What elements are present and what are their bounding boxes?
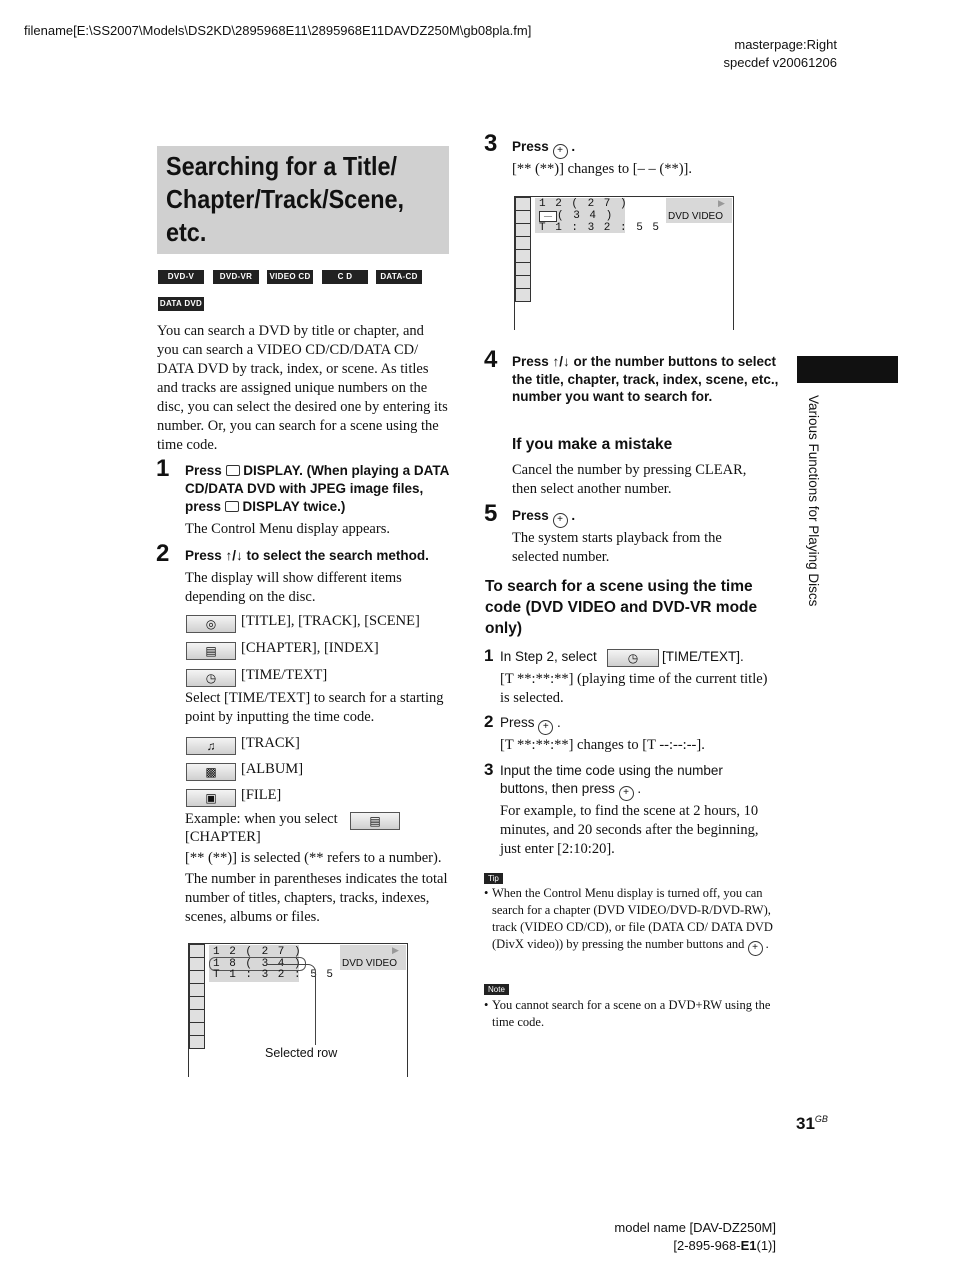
sub-step-number: 1 — [484, 646, 494, 665]
page-suffix: GB — [814, 1114, 828, 1124]
section-tab-marker — [797, 356, 898, 383]
timecode-step2-heading: Press + . — [500, 714, 561, 735]
part-bold: E1 — [740, 1238, 757, 1253]
chapter-clapper-icon: ▤ — [186, 642, 236, 660]
enter-button-icon: + — [538, 720, 553, 735]
badge-video-cd: VIDEO CD — [267, 270, 313, 284]
tip-text: When the Control Menu display is turned off, you can search for a chapter (DVD VIDEO/DVD-R/DVD-RW), track (VIDEO CD/CD), or file (DATA CD/ DATA DVD (DivX video)) by pressing the number buttons and + . — [492, 885, 777, 956]
control-menu-screen — [188, 943, 408, 1077]
title-line: etc. — [166, 217, 207, 247]
step1-text: DISPLAY. (When playing a DATA CD/DATA DVD with JPEG image files, press — [185, 463, 449, 514]
example-text: [CHAPTER] — [185, 829, 261, 845]
screen-row: ( 3 4 ) — [557, 210, 614, 222]
menu-item-label: [TIME/TEXT] — [241, 667, 328, 683]
title-disc-icon: ◎ — [186, 615, 236, 633]
file-icon: ▣ — [186, 789, 236, 807]
step3-description: [** (**)] changes to [– – (**)]. — [512, 161, 692, 177]
mistake-description: Cancel the number by pressing CLEAR, then select another number. — [512, 462, 747, 497]
callout-line — [267, 964, 316, 1045]
step1-text: Press — [185, 463, 226, 478]
enter-button-icon: + — [619, 786, 634, 801]
step5-text: Press — [512, 508, 549, 523]
mistake-heading: If you make a mistake — [512, 436, 673, 453]
step-number: 4 — [484, 346, 498, 373]
menu-icon-column — [189, 944, 205, 1049]
note-label: Note — [484, 984, 509, 995]
menu-item-label: [FILE] — [241, 787, 282, 803]
screen-row: 1 2 ( 2 7 ) — [539, 198, 629, 210]
menu-item-label: [TRACK] — [241, 735, 300, 751]
play-arrow-icon: ▶ — [718, 198, 725, 208]
bullet: • — [484, 886, 489, 900]
masterpage-header — [724, 36, 837, 72]
timecode-step3-text: Input the time code using the number buttons, then press — [500, 763, 723, 796]
timecode-heading: To search for a scene using the time code (DVD VIDEO and DVD-VR mode only) — [485, 578, 758, 637]
step4-heading: Press ↑/↓ or the number buttons to select the title, chapter, track, index, scene, etc., number you want to search for. — [512, 354, 779, 404]
time-text-description: Select [TIME/TEXT] to search for a starting point by inputting the time code. — [185, 690, 444, 725]
menu-item-label: [CHAPTER], [INDEX] — [241, 640, 379, 656]
page-number — [796, 1114, 828, 1134]
step-number: 3 — [484, 130, 498, 157]
step2-heading: Press ↑/↓ to select the search method. — [185, 548, 429, 563]
track-note-icon: ♫ — [186, 737, 236, 755]
disc-type-label: DVD VIDEO — [342, 958, 398, 969]
enter-button-icon: + — [748, 941, 763, 956]
blank-entry-field: –– — [539, 211, 557, 222]
step1-heading — [185, 462, 455, 516]
step-number: 5 — [484, 500, 498, 527]
time-clock-icon: ◷ — [607, 649, 659, 667]
timecode-step1-desc: [T **:**:**] (playing time of the current title) is selected. — [500, 671, 768, 706]
timecode-step2-desc: [T **:**:**] changes to [T --:--:--]. — [500, 737, 705, 753]
menu-icon-column — [515, 197, 531, 302]
part-suffix: (1)] — [756, 1238, 776, 1253]
badge-cd: C D — [322, 270, 368, 284]
enter-button-icon: + — [553, 513, 568, 528]
timecode-step2-text: Press — [500, 715, 535, 730]
step-number: 1 — [156, 455, 170, 482]
timecode-step3-desc: For example, to find the scene at 2 hours, 10 minutes, and 20 seconds after the beginning, just enter [2:10:20]. — [500, 803, 759, 857]
model-name: model name [DAV-DZ250M] — [614, 1220, 776, 1235]
chapter-clapper-icon: ▤ — [350, 812, 400, 830]
time-clock-icon: ◷ — [186, 669, 236, 687]
badge-data-cd: DATA-CD — [376, 270, 422, 284]
screen-row: T 1 : 3 2 : 5 5 — [213, 969, 335, 981]
selected-screen-row: 1 8 ( 3 4 ) — [209, 957, 306, 971]
control-menu-screen — [514, 196, 734, 330]
badge-dvd-v: DVD-V — [158, 270, 204, 284]
sub-step-number: 3 — [484, 760, 494, 779]
badge-dvd-vr: DVD-VR — [213, 270, 259, 284]
callout-caption: Selected row — [265, 1046, 338, 1060]
bullet: • — [484, 998, 489, 1012]
badge-data-dvd: DATA DVD — [158, 297, 204, 311]
page-title-box — [157, 146, 449, 254]
sub-step-number: 2 — [484, 712, 494, 731]
menu-item-label: [TITLE], [TRACK], [SCENE] — [241, 613, 420, 629]
specdef-label: specdef v20061206 — [723, 55, 837, 70]
screen-row: T 1 : 3 2 : 5 5 — [539, 222, 661, 234]
timecode-step1-text: [TIME/TEXT]. — [662, 649, 744, 664]
footer-model — [614, 1219, 776, 1255]
step-number: 2 — [156, 540, 170, 567]
parentheses-description: The number in parentheses indicates the total number of titles, chapters, tracks, indexes, scenes, albums or files. — [185, 871, 448, 925]
part-prefix: [2-895-968- — [673, 1238, 741, 1253]
selected-description: [** (**)] is selected (** refers to a number). — [185, 850, 442, 866]
play-arrow-icon: ▶ — [392, 945, 399, 955]
screen-row: 1 2 ( 2 7 ) — [213, 946, 303, 958]
step1-text: DISPLAY twice.) — [238, 499, 346, 514]
page-number-value: 31 — [796, 1114, 815, 1133]
step3-text: Press — [512, 139, 549, 154]
tip-body: When the Control Menu display is turned off, you can search for a chapter (DVD VIDEO/DVD-R/DVD-RW), track (VIDEO CD/CD), or file (DATA CD/ DATA DVD (DivX video)) by pressing the number buttons and — [492, 886, 773, 951]
title-line: Searching for a Title/ — [166, 151, 398, 181]
part-number — [614, 1237, 776, 1255]
step3-heading: Press + . — [512, 138, 575, 159]
display-button-icon — [225, 501, 239, 512]
step2-description: The display will show different items depending on the disc. — [185, 570, 402, 605]
filename-header: filename[E:\SS2007\Models\DS2KD\2895968E11\2895968E11DAVDZ250M\gb08pla.fm] — [24, 23, 532, 38]
title-line: Chapter/Track/Scene, — [166, 184, 405, 214]
masterpage-label: masterpage:Right — [734, 37, 837, 52]
menu-item-label: [ALBUM] — [241, 761, 304, 777]
section-side-tab: Various Functions for Playing Discs — [806, 395, 821, 607]
note-text: You cannot search for a scene on a DVD+RW using the time code. — [492, 998, 771, 1029]
example-text: Example: when you select — [185, 811, 338, 827]
intro-paragraph: You can search a DVD by title or chapter, and you can search a VIDEO CD/CD/DATA CD/ DATA DVD by track, index, or scene. As titles and tracks are assigned unique numbers on the disc, you can select the desired one by entering its number. Or, you can search for a scene using the time code. — [157, 323, 448, 453]
step5-description: The system starts playback from the selected number. — [512, 530, 722, 565]
disc-type-label: DVD VIDEO — [668, 211, 724, 222]
step5-heading: Press + . — [512, 507, 575, 528]
timecode-step3-heading: Input the time code using the number buttons, then press + . — [500, 762, 760, 801]
album-icon: ▩ — [186, 763, 236, 781]
timecode-step1-text: In Step 2, select — [500, 649, 597, 664]
step1-description: The Control Menu display appears. — [185, 521, 390, 537]
page-title — [157, 146, 463, 253]
tip-label: Tip — [484, 873, 503, 884]
enter-button-icon: + — [553, 144, 568, 159]
display-button-icon — [226, 465, 240, 476]
